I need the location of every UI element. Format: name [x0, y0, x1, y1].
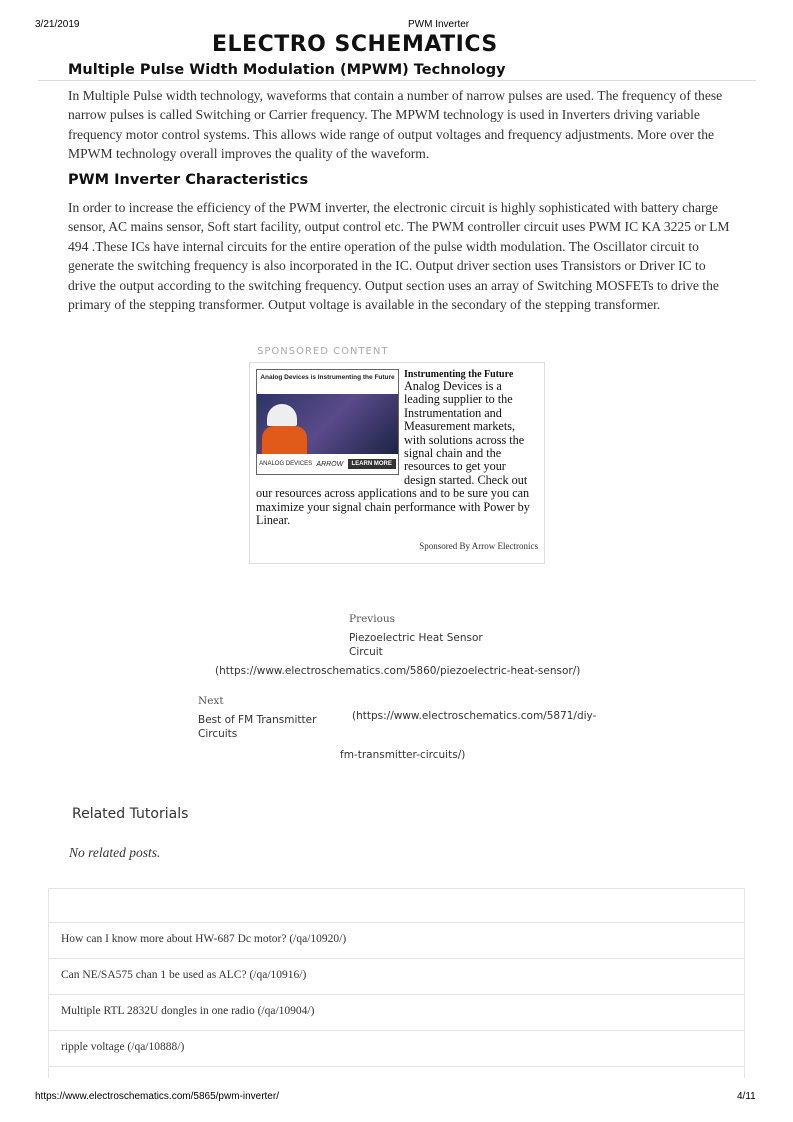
print-url: https://www.electroschematics.com/5865/pwm-inverter/	[35, 1091, 279, 1102]
previous-label: Previous	[349, 613, 396, 625]
section-text: In Multiple Pulse width technology, waveforms that contain a number of narrow pulses are used. The frequency of these narrow pulses is called Switching or Carrier frequency. The MPWM technology is used in Inverters driving variable frequency motor control systems. This allows wide range of output voltages and frequency adjustments. More over the MPWM technology overall improves the quality of the waveform.	[68, 88, 723, 162]
previous-post-url[interactable]: (https://www.electroschematics.com/5860/piezoelectric-heat-sensor/)	[215, 665, 581, 677]
qa-item[interactable]: Can NE/SA575 chan 1 be used as ALC? (/qa/10916/)	[49, 958, 744, 994]
sponsored-label: SPONSORED CONTENT	[257, 346, 389, 357]
related-heading: Related Tutorials	[72, 806, 189, 822]
sponsored-ad[interactable]	[249, 362, 545, 564]
learn-more-button[interactable]: LEARN MORE	[348, 459, 396, 469]
qa-list	[48, 888, 745, 1078]
print-title: PWM Inverter	[408, 19, 470, 30]
site-logo[interactable]: ELECTRO SCHEMATICS	[212, 32, 498, 57]
qa-item[interactable]: How can I know more about HW-687 Dc motor? (/qa/10920/)	[49, 922, 744, 958]
print-date: 3/21/2019	[35, 19, 80, 30]
section-heading: Multiple Pulse Width Modulation (MPWM) Technology	[68, 62, 506, 78]
ad-image-title: Analog Devices is Instrumenting the Future	[260, 374, 395, 381]
next-label: Next	[198, 695, 224, 707]
print-page: 4/11	[737, 1091, 756, 1102]
ad-sponsor: Sponsored By Arrow Electronics	[419, 541, 538, 552]
ad-text: Analog Devices is a leading supplier to the Instrumentation and Measurement markets, with solutions across the signal chain and the resources to get your design started. Check out our resources across applications and to be sure you can maximize your signal chain performance with Power by Linear.	[256, 379, 530, 528]
qa-item[interactable]: Multiple RTL 2832U dongles in one radio (/qa/10904/)	[49, 994, 744, 1030]
header-divider	[38, 80, 756, 81]
previous-post-link[interactable]: Piezoelectric Heat Sensor Circuit	[349, 632, 483, 658]
next-post-link[interactable]: Best of FM Transmitter Circuits	[198, 714, 317, 740]
ad-image[interactable]	[256, 369, 399, 475]
qa-divider	[49, 1066, 744, 1087]
section-heading: PWM Inverter Characteristics	[68, 172, 309, 188]
next-post-url[interactable]: (https://www.electroschematics.com/5871/diy-	[352, 710, 597, 722]
ad-photo	[257, 394, 398, 454]
analog-devices-logo: ANALOG DEVICES	[259, 461, 313, 467]
section-text: In order to increase the efficiency of the PWM inverter, the electronic circuit is highly sophisticated with battery charge sensor, AC mains sensor, Soft start facility, output control etc. The PWM controller circuit uses PWM IC KA 3225 or LM 494 .These ICs have internal circuits for the entire operation of the pulse width modulation. The Oscillator circuit to generate the switching frequency is also incorporated in the IC. Output driver section uses Transistors or Driver IC to drive the output according to the switching frequency. Output section uses an array of Switching MOSFETs to drive the primary of the stepping transformer. Output voltage is available in the secondary of the stepping transformer.	[68, 200, 730, 313]
no-related-text: No related posts.	[69, 845, 161, 860]
qa-item[interactable]: ripple voltage (/qa/10888/)	[49, 1030, 744, 1066]
arrow-logo: ARROW	[316, 460, 344, 468]
next-post-url-cont[interactable]: fm-transmitter-circuits/)	[340, 749, 466, 761]
ad-title[interactable]: Instrumenting the Future	[404, 369, 514, 380]
